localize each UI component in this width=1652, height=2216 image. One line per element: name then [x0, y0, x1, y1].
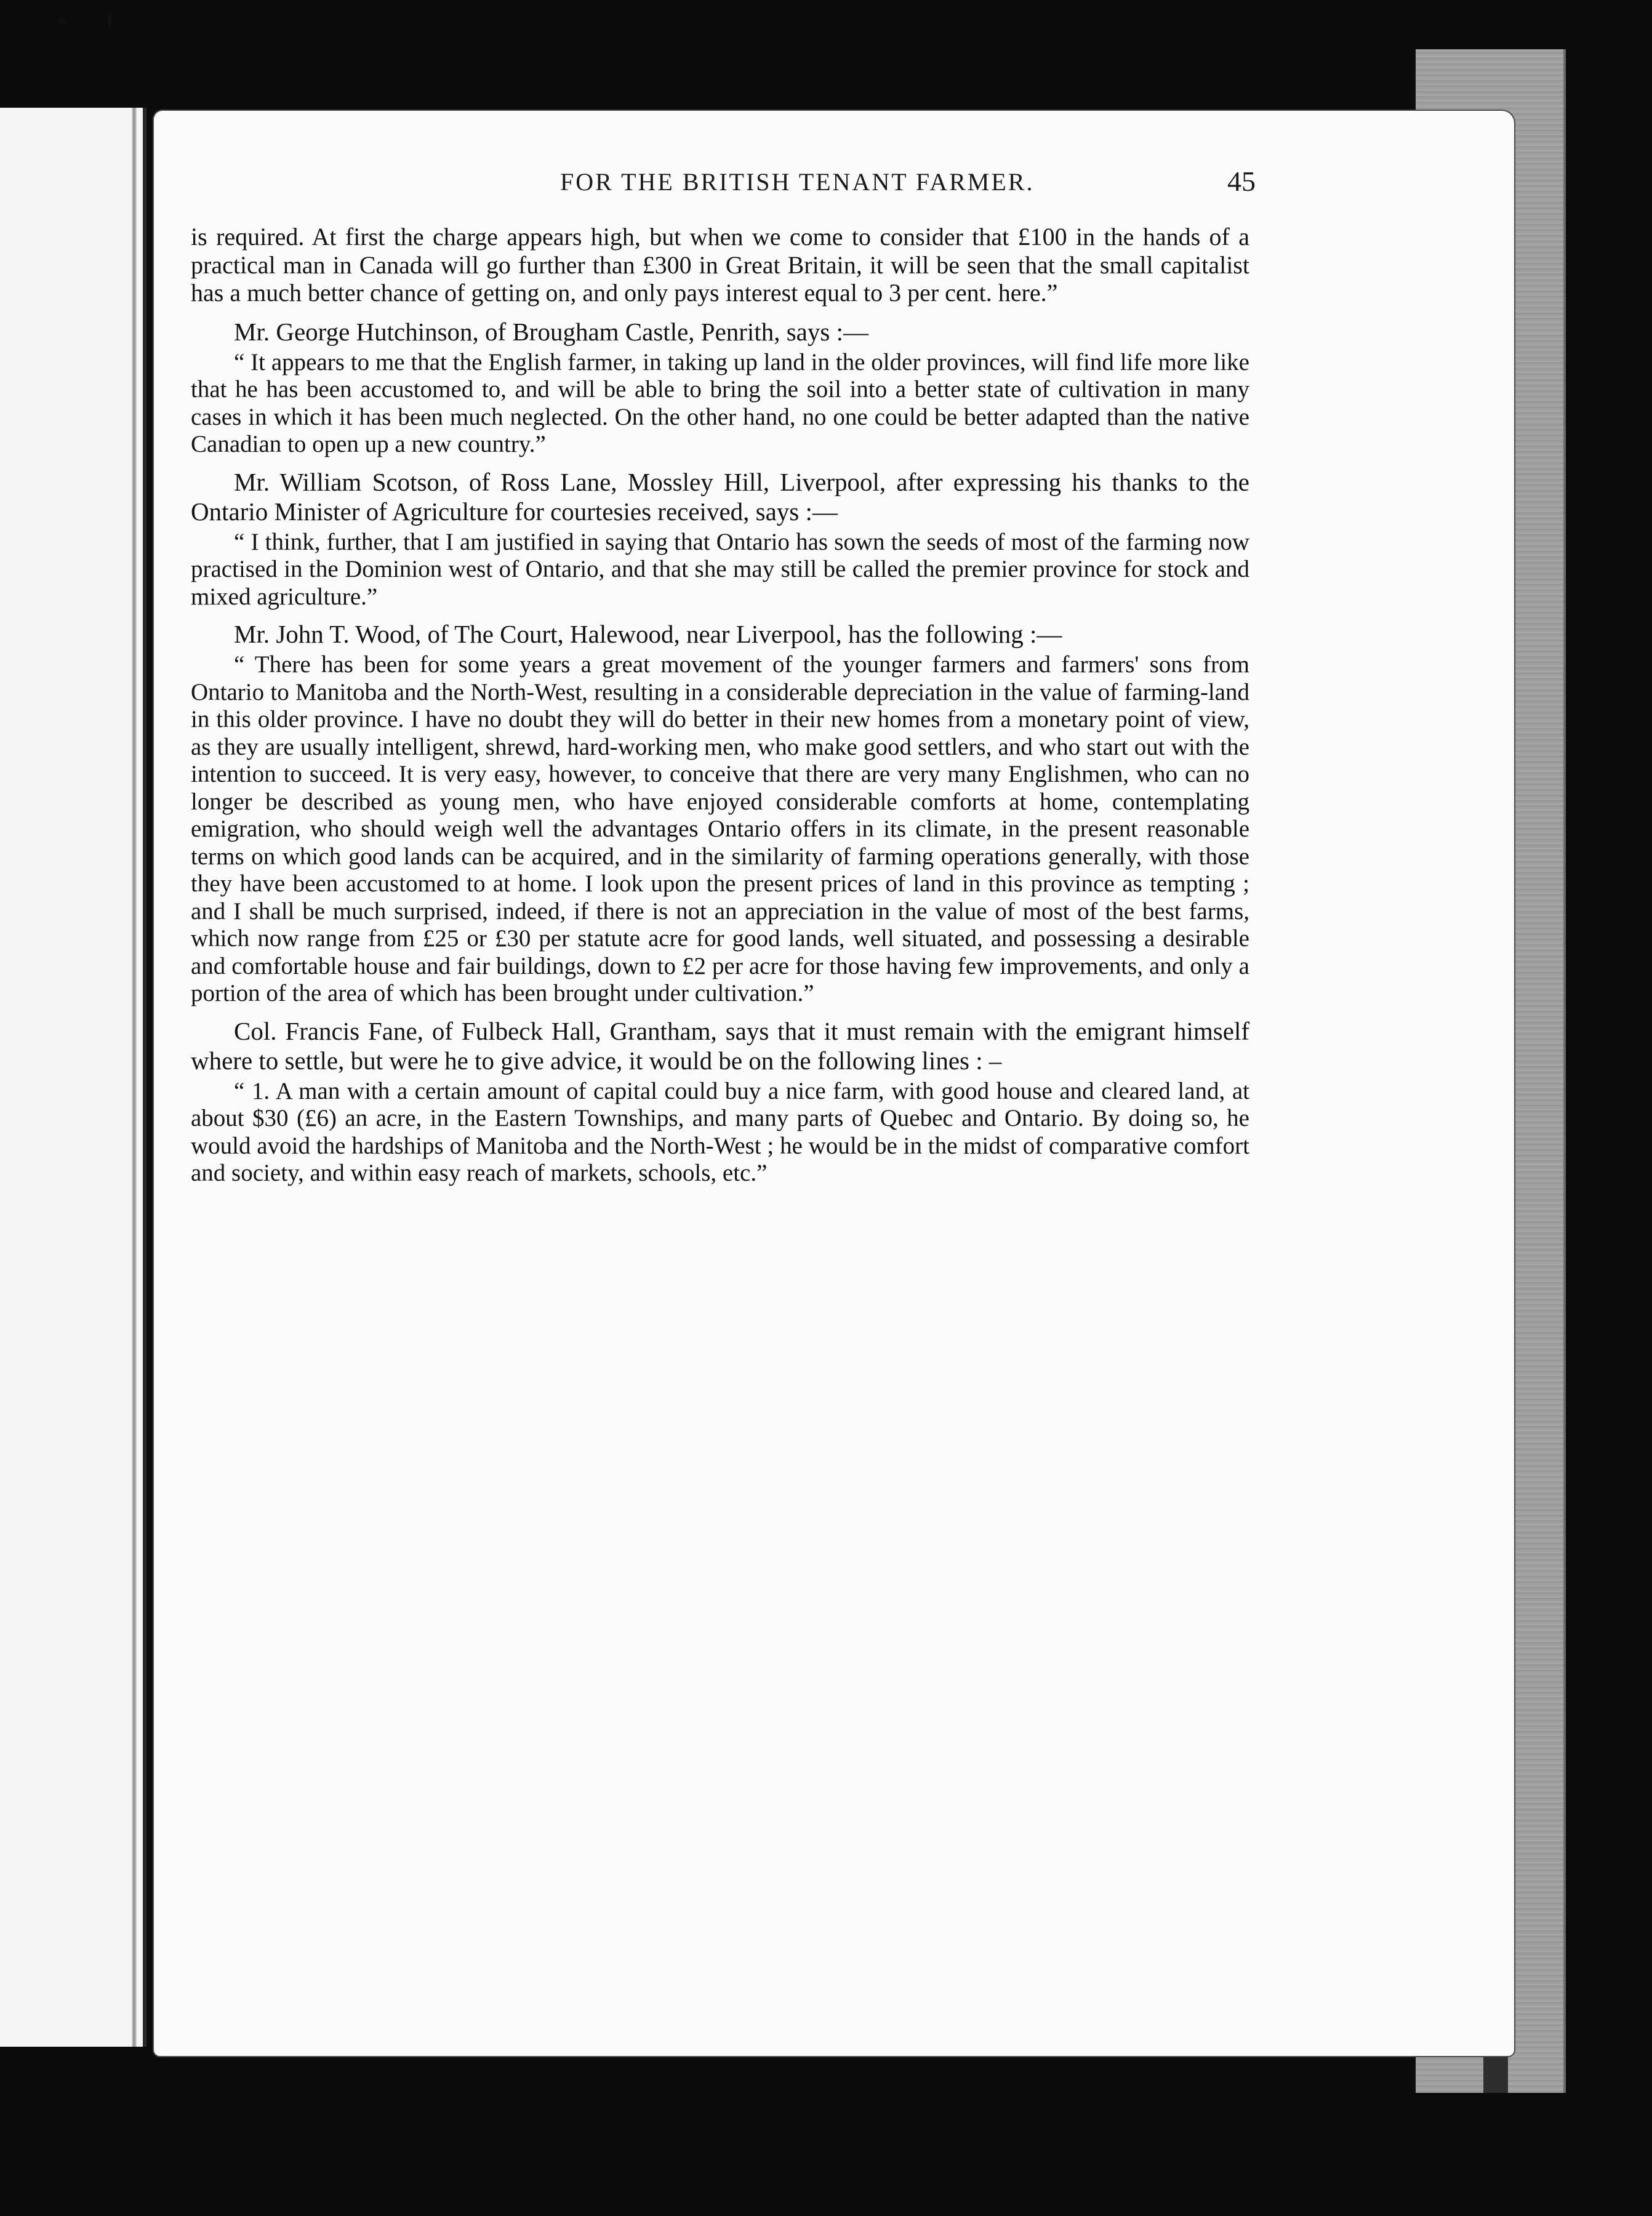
page-number: 45 [1227, 166, 1256, 197]
quote-hutchinson: “ It appears to me that the English farmer, in taking up land in the older provinces, will find life more like that he has been accustomed to, and will be able to bring the soil into a better state of cultivation in many cases in which it has been much neglected. On the other hand, no one could be better adapted than the native Canadian to open up a new country.” [191, 348, 1249, 457]
page-gutter-crease [132, 108, 137, 2047]
quote-scotson: “ I think, further, that I am justified in saying that Ontario has sown the seeds of most of the farming now practised in the Dominion west of Ontario, and that she may still be called the premier province for stock and mixed agriculture.” [191, 528, 1249, 610]
page-body [191, 223, 1249, 1196]
running-head: FOR THE BRITISH TENANT FARMER. [560, 168, 1035, 196]
page-header [178, 167, 1256, 204]
paragraph-intro-fane: Col. Francis Fane, of Fulbeck Hall, Grantham, says that it must remain with the emigrant himself where to settle, but were he to give advice, it would be on the following lines : – [191, 1016, 1249, 1075]
quote-fane: “ 1. A man with a certain amount of capital could buy a nice farm, with good house and cleared land, at about $30 (£6) an acre, in the Eastern Townships, and many parts of Quebec and Ontario. By doing so, he would avoid the hardships of Manitoba and the North-West ; he would be in the midst of comparative comfort and society, and within easy reach of markets, schools, etc.” [191, 1077, 1249, 1186]
quote-wood: “ There has been for some years a great movement of the younger farmers and farmers' sons from Ontario to Manitoba and the North-West, resulting in a considerable depreciation in the value of farming-land in this older province. I have no doubt they will do better in their new homes from a monetary point of view, as they are usually intelligent, shrewd, hard-working men, who make good settlers, and who start out with the intention to succeed. It is very easy, however, to conceive that there are very many Englishmen, who can no longer be described as young men, who have enjoyed considerable comforts at home, contemplating emigration, who should weigh well the advantages Ontario offers in its climate, in the present reasonable terms on which good lands can be acquired, and in the similarity of farming operations generally, with those they have been accustomed to at home. I look upon the present prices of land in this province as tempting ; and I shall be much surprised, indeed, if there is not an appreciation in the value of most of the best farms, which now range from £25 or £30 per statute acre for good lands, well situated, and possessing a desirable and comfortable house and fair buildings, down to £2 per acre for those having few improvements, and only a portion of the area of which has been brought under cultivation.” [191, 651, 1249, 1006]
paragraph-intro-wood: Mr. John T. Wood, of The Court, Halewood, near Liverpool, has the following :— [234, 620, 1062, 648]
scan-speck [108, 14, 111, 27]
previous-page-edge [0, 108, 146, 2047]
scan-speck [59, 18, 65, 25]
paragraph-intro-hutchinson: Mr. George Hutchinson, of Brougham Castle, Penrith, says :— [234, 317, 868, 346]
paragraph-continuation: is required. At first the charge appears high, but when we come to consider that £100 in the hands of a practical man in Canada will go further than £300 in Great Britain, it will be seen that the small capitalist has a much better chance of getting on, and only pays interest equal to 3 per cent. here.” [191, 223, 1249, 307]
paragraph-intro-scotson: Mr. William Scotson, of Ross Lane, Mossley Hill, Liverpool, after expressing his thanks to the Ontario Minister of Agriculture for courtesies received, says :— [191, 467, 1249, 526]
